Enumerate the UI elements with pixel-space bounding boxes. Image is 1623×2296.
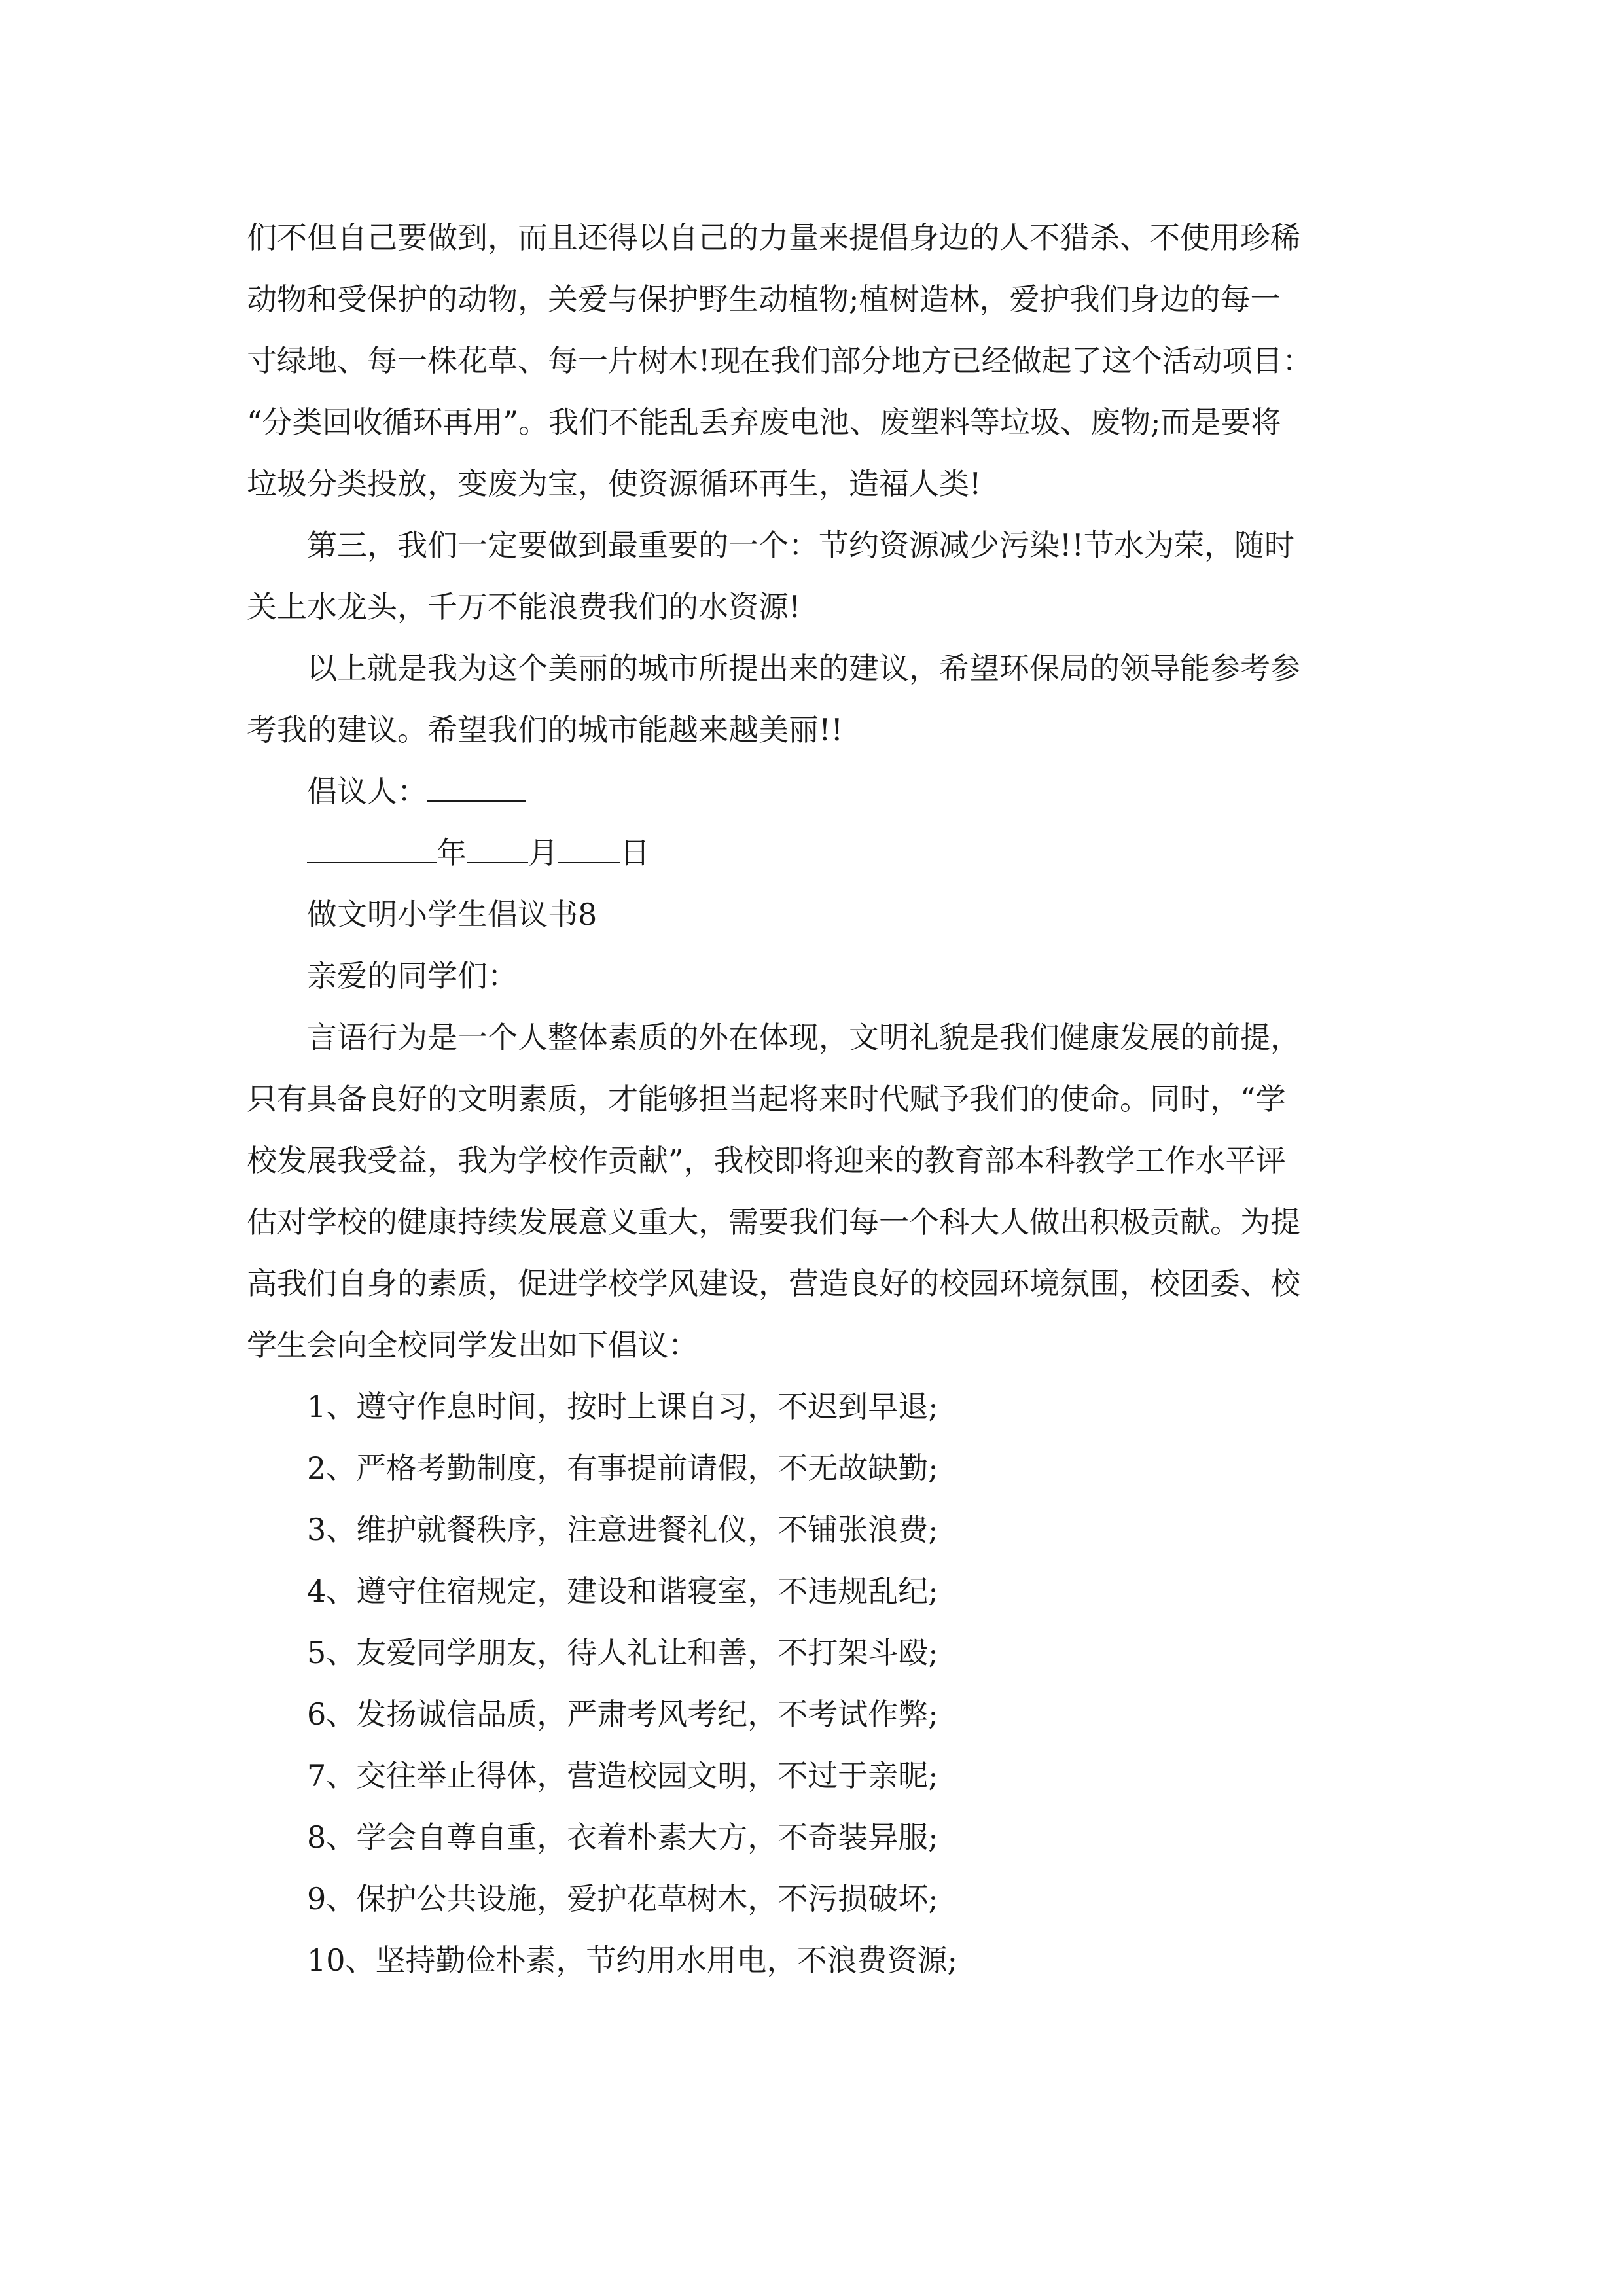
text-line: 估对学校的健康持续发展意义重大，需要我们每一个科大人做出积极贡献。为提 [247,1204,1300,1240]
list-item: 2、严格考勤制度，有事提前请假，不无故缺勤; [307,1450,938,1486]
text-line: “分类回收循环再用”。我们不能乱丢弃废电池、废塑料等垃圾、废物;而是要将 [247,404,1281,440]
list-item: 3、维护就餐秩序，注意进餐礼仪，不铺张浪费; [307,1512,938,1547]
text-line: 寸绿地、每一株花草、每一片树木!现在我们部分地方已经做起了这个活动项目： [247,343,1313,378]
list-item: 5、友爱同学朋友，待人礼让和善，不打架斗殴; [307,1635,938,1670]
list-item: 1、遵守作息时间，按时上课自习，不迟到早退; [307,1389,938,1424]
text-line: 学生会向全校同学发出如下倡议： [247,1327,698,1363]
text-line: 第三，我们一定要做到最重要的一个：节约资源减少污染!!节水为荣，随时 [307,528,1294,563]
day-blank [558,832,620,863]
list-item: 4、遵守住宿规定，建设和谐寝室，不违规乱纪; [307,1573,938,1609]
closing-paragraph [247,637,1385,761]
text-line: 高我们自身的素质，促进学校学风建设，营造良好的校园环境氛围，校团委、校 [247,1266,1300,1301]
list-item: 6、发扬诚信品质，严肃考风考纪，不考试作弊; [307,1696,938,1732]
text-line: 考我的建议。希望我们的城市能越来越美丽!! [247,712,843,747]
list-item: 9、保护公共设施，爱护花草树木，不污损破坏; [307,1881,938,1916]
text-line: 们不但自己要做到，而且还得以自己的力量来提倡身边的人不猎杀、不使用珍稀 [247,220,1300,255]
proposer-signature-line [247,761,1385,822]
text-line: 垃圾分类投放，变废为宝，使资源循环再生，造福人类! [247,466,982,501]
intro-paragraph [247,1007,1385,1376]
list-item: 7、交往举止得体，营造校园文明，不过于亲昵; [307,1758,938,1793]
proposer-label: 倡议人： [307,774,427,809]
continuation-paragraph [247,207,1385,514]
proposer-name-blank [427,770,526,802]
text-line: 动物和受保护的动物，关爱与保护野生动植物;植树造林，爱护我们身边的每一 [247,281,1281,317]
third-point-paragraph [247,514,1385,637]
month-blank [467,832,528,863]
day-label: 日 [620,835,650,870]
salutation: 亲爱的同学们： [307,958,518,994]
text-line: 言语行为是一个人整体素质的外在体现，文明礼貌是我们健康发展的前提， [307,1020,1300,1055]
section-title: 做文明小学生倡议书8 [307,897,597,932]
document-body [247,207,1385,1991]
date-line [247,822,1385,884]
year-blank [307,832,437,863]
text-line: 关上水龙头，千万不能浪费我们的水资源! [247,589,801,624]
text-line: 只有具备良好的文明素质，才能够担当起将来时代赋予我们的使命。同时，“学 [247,1081,1286,1117]
year-label: 年 [437,835,467,870]
list-item: 10、坚持勤俭朴素，节约用水用电，不浪费资源; [307,1943,958,1978]
list-item: 8、学会自尊自重，衣着朴素大方，不奇装异服; [307,1820,938,1855]
text-line: 以上就是我为这个美丽的城市所提出来的建议，希望环保局的领导能参考参 [307,651,1300,686]
month-label: 月 [528,835,558,870]
text-line: 校发展我受益，我为学校作贡献”，我校即将迎来的教育部本科教学工作水平评 [247,1143,1286,1178]
